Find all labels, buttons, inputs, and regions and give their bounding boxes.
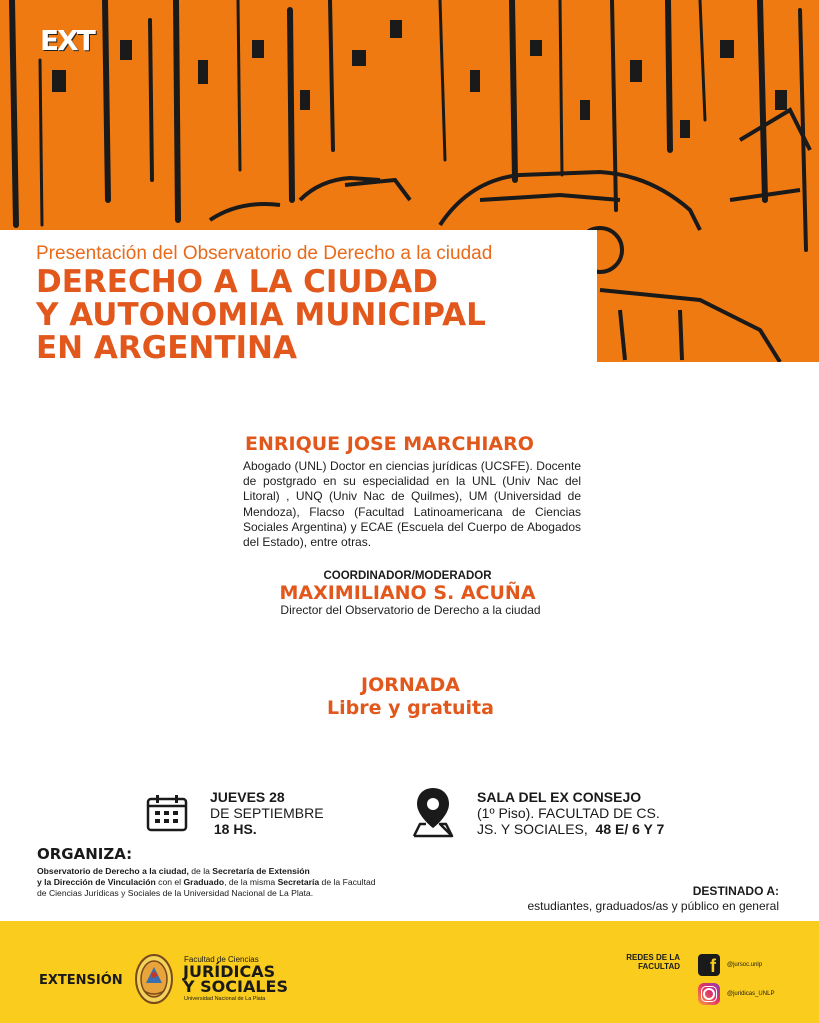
destinado-text: estudiantes, graduados/as y público en general: [527, 899, 779, 913]
event-time: [210, 821, 324, 837]
event-day: JUEVES 28: [210, 789, 285, 805]
jornada-title: JORNADA: [361, 674, 460, 696]
university-seal-icon: [134, 953, 174, 1005]
organiza-connector: con el: [155, 877, 184, 887]
faculty-prefix: Facultad de Ciencias: [184, 955, 259, 964]
footer-bar: [0, 921, 819, 1023]
coordinator-role-text: Director del Observatorio de Derecho a la ciudad: [280, 603, 541, 617]
coordinator-role: [0, 603, 819, 617]
organiza-facultad: de la Facultad de Ciencias Jurídicas y Sociales de la Universidad Nacional de La Plata.: [37, 877, 376, 898]
event-title-line: EN ARGENTINA: [36, 330, 297, 366]
organiza-secretaria: Secretaría de Extensión: [212, 866, 310, 876]
event-time-text: 18 HS.: [213, 821, 257, 837]
faculty-name: [183, 964, 288, 994]
organiza-title: ORGANIZA:: [37, 845, 133, 863]
location-building: (1º Piso). FACULTAD DE CS.: [477, 805, 660, 821]
faculty-name-line: JURÍDICAS: [183, 962, 276, 981]
location-address: [477, 821, 664, 837]
instagram-icon[interactable]: [698, 983, 720, 1005]
event-title-line: DERECHO A LA CIUDAD: [36, 264, 439, 300]
event-title: [36, 266, 596, 365]
event-date: [210, 789, 324, 837]
jornada-free-label: Libre y gratuita: [327, 697, 494, 719]
extension-label: EXTENSIÓN: [39, 973, 123, 988]
social-label: REDES DE LA FACULTAD: [626, 953, 680, 971]
organiza-secretaria-2: Secretaría: [277, 877, 320, 887]
location-street: 48 E/ 6 Y 7: [595, 821, 665, 837]
university-name: Universidad Nacional de La Plata: [184, 996, 266, 1002]
speaker-name: ENRIQUE JOSE MARCHIARO: [245, 433, 534, 455]
event-location: [477, 789, 664, 837]
facebook-icon[interactable]: f: [698, 954, 720, 976]
coordinator-name: [0, 582, 819, 604]
destinado-title: DESTINADO A:: [692, 884, 779, 898]
organiza-direccion: y la Dirección de Vinculación: [37, 877, 156, 887]
coordinator-name-text: MAXIMILIANO S. ACUÑA: [279, 582, 536, 604]
location-room: SALA DEL EX CONSEJO: [477, 789, 642, 805]
organiza-connector: de la: [188, 866, 213, 876]
coordinator-label-text: COORDINADOR/MODERADOR: [323, 570, 492, 582]
jornada-block: [0, 674, 819, 720]
organiza-observatorio: Observatorio de Derecho a la ciudad,: [37, 866, 189, 876]
instagram-handle[interactable]: @juridicas_UNLP: [727, 991, 775, 997]
event-title-line: Y AUTONOMIA MUNICIPAL: [36, 297, 486, 333]
organiza-graduado: Graduado: [183, 877, 225, 887]
organiza-text: [37, 866, 377, 899]
speaker-bio: Abogado (UNL) Doctor en ciencias jurídicas (UCSFE). Docente de postgrado en su especialidad en la UNL (Univ Nac del Litoral) , UNQ (Univ Nac de Quilmes), UM (Universidad de Mendoza), Flacso (Facultad Latinoamericana de Ciencias Sociales Argentina) y ECAE (Escuela del Cuerpo de Abogados del Estado), entre otras.: [243, 459, 581, 550]
facebook-handle[interactable]: @jursoc.unlp: [727, 962, 763, 968]
organiza-connector: , de la misma: [224, 877, 278, 887]
location-address-text: JS. Y SOCIALES,: [477, 821, 592, 837]
coordinator-label: [0, 570, 819, 582]
calendar-icon: [146, 794, 188, 832]
ext-logo: EXT: [40, 24, 94, 57]
faculty-name-line: Y SOCIALES: [183, 977, 289, 996]
map-pin-icon: [410, 786, 456, 838]
event-subtitle: Presentación del Observatorio de Derecho a la ciudad: [36, 243, 493, 264]
event-month: DE SEPTIEMBRE: [210, 805, 324, 821]
